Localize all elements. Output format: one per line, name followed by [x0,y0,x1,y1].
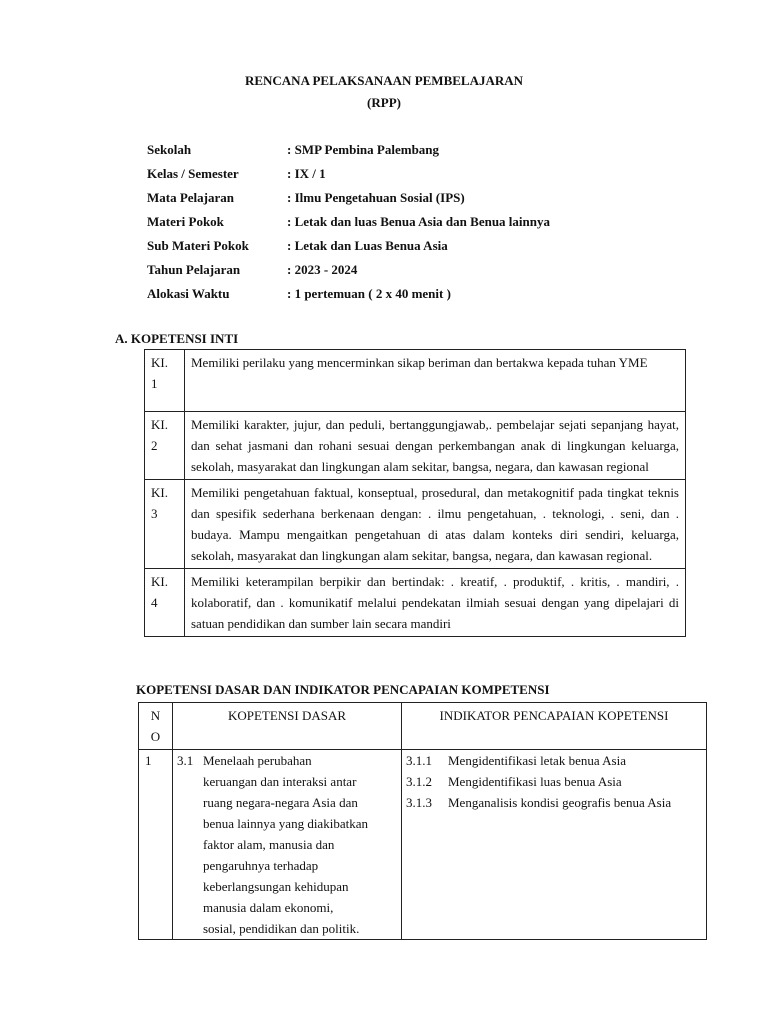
info-value: : 2023 - 2024 [287,262,358,277]
kompetensi-inti-table [144,349,686,637]
row-number: 1 [139,750,173,940]
kd-line: sosial, pendidikan dan politik. [203,921,360,936]
header-no: N O [139,703,173,750]
ki-key: KI. 2 [145,412,185,480]
info-row-tahun [147,262,550,286]
section-heading-kompetensi-dasar: KOPETENSI DASAR DAN INDIKATOR PENCAPAIAN KOMPETENSI [136,682,550,697]
kd-line: ruang negara-negara Asia dan [203,795,358,810]
indicator-item: 3.1.1 Mengidentifikasi letak benua Asia [406,753,626,768]
info-row-sekolah [147,142,550,166]
info-label: Sekolah [147,142,192,157]
table-row [145,412,686,480]
document-subtitle: (RPP) [367,95,401,110]
info-value: : Letak dan luas Benua Asia dan Benua lainnya [287,214,550,229]
table-row [139,750,707,940]
ki-text: Memiliki pengetahuan faktual, konseptual, prosedural, dan metakognitif pada tingkat teknis dan spesifik sederhana berkenaan dengan: . ilmu pengetahuan, . teknologi, . seni, dan . budaya. Mampu mengaitkan pengetahuan di atas dalam konteks diri sendiri, keluarga, sekolah, masyarakat dan lingkungan alam sekitar, bangsa, negara, dan kawasan regional. [185,480,686,569]
kd-description [173,750,402,940]
info-row-materi [147,214,550,238]
identity-block [147,142,550,310]
indicator-item: 3.1.2 Mengidentifikasi luas benua Asia [406,774,622,789]
header-indikator: INDIKATOR PENCAPAIAN KOPETENSI [402,703,707,750]
info-value: : IX / 1 [287,166,326,181]
info-value: : 1 pertemuan ( 2 x 40 menit ) [287,286,451,301]
info-label: Kelas / Semester [147,166,239,181]
kd-line: pengaruhnya terhadap [203,858,319,873]
kd-line: faktor alam, manusia dan [203,837,335,852]
kd-line: benua lainnya yang diakibatkan [203,816,368,831]
info-value: : SMP Pembina Palembang [287,142,440,157]
ki-key: KI. 1 [145,350,185,412]
indicator-list [402,750,707,940]
info-value: : Ilmu Pengetahuan Sosial (IPS) [287,190,465,205]
section-heading-kompetensi-inti: A. KOPETENSI INTI [115,331,239,346]
info-row-kelas [147,166,550,190]
info-label: Materi Pokok [147,214,224,229]
document-title: RENCANA PELAKSANAAN PEMBELAJARAN [244,73,524,88]
kd-line: keberlangsungan kehidupan [203,879,349,894]
info-label: Sub Materi Pokok [147,238,249,253]
info-row-sub-materi [147,238,550,262]
table-row [145,480,686,569]
ki-key: KI. 3 [145,480,185,569]
info-label: Alokasi Waktu [147,286,230,301]
kd-line: manusia dalam ekonomi, [203,900,334,915]
ki-key: KI. 4 [145,569,185,637]
kd-number: 3.1 [177,753,194,768]
indicator-item: 3.1.3 Menganalisis kondisi geografis benua Asia [406,795,672,810]
ki-text: Memiliki karakter, jujur, dan peduli, bertanggungjawab,. pembelajar sejati sepanjang hayat, dan sehat jasmani dan rohani sesuai dengan perkembangan anak di lingkungan keluarga, sekolah, masyarakat dan lingkungan alam sekitar, bangsa, negara, dan kawasan regional [185,412,686,480]
info-value: : Letak dan Luas Benua Asia [287,238,448,253]
info-label: Tahun Pelajaran [147,262,241,277]
kd-line: keruangan dan interaksi antar [203,774,357,789]
info-label: Mata Pelajaran [147,190,235,205]
ki-text: Memiliki perilaku yang mencerminkan sikap beriman dan bertakwa kepada tuhan YME [185,350,686,412]
table-row [145,569,686,637]
info-row-mapel [147,190,550,214]
kd-line: Menelaah perubahan [203,753,312,768]
table-row [145,350,686,412]
kompetensi-dasar-table [138,702,707,940]
ki-text: Memiliki keterampilan berpikir dan bertindak: . kreatif, . produktif, . kritis, . mandiri, . kolaboratif, dan . komunikatif melalui pendekatan ilmiah sesuai dengan yang dipelajari di satuan pendidikan dan sumber lain secara mandiri [185,569,686,637]
header-kompetensi-dasar: KOPETENSI DASAR [173,703,402,750]
table-header-row [139,703,707,750]
info-row-alokasi [147,286,550,310]
